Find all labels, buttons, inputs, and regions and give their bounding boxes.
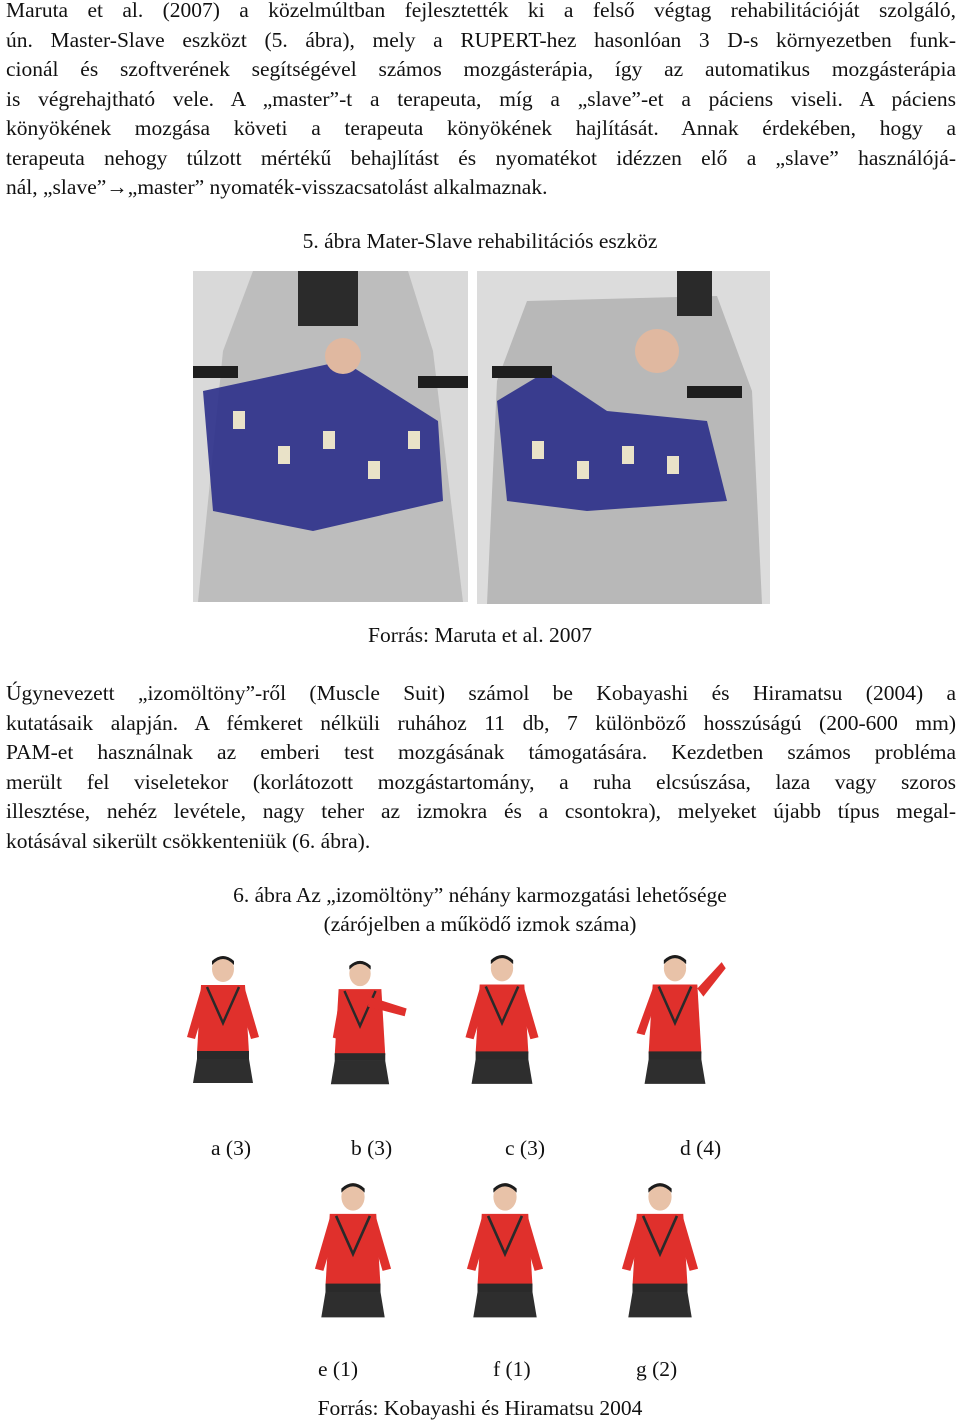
figure5-photo-slave [477,271,770,604]
text-line: kutatásaik alapján. A fémkeret nélküli ruhához 11 db, 7 különböző hosszúságú (200-600 mm) [6,710,956,735]
muscle-suit-figure [293,1180,413,1328]
figure6-label-e: e (1) [318,1357,358,1381]
figure6-label-b: b (3) [351,1136,393,1160]
figure6-photo-d [580,952,770,1094]
muscle-suit-figure [585,1180,735,1328]
muscle-suit-figure [447,952,557,1094]
figure5-caption: 5. ábra Mater-Slave rehabilitációs eszköz [302,229,658,253]
figure5-photo-master [193,271,468,602]
paragraph-muscle-suit [6,679,956,856]
muscle-suit-figure [173,952,273,1094]
figure6-label-d: d (4) [680,1136,722,1160]
text-line: nál, „slave”→„master” nyomaték-visszacsatolást alkalmaznak. [6,175,548,199]
figure6-caption-line1: 6. ábra Az „izomöltöny” néhány karmozgatási lehetősége [233,883,727,907]
text-line: PAM-et használnak az emberi test mozgásának támogatására. Kezdetben számos probléma [6,740,956,764]
text-line: kotásával sikerült csökkenteniük (6. ábra). [6,828,371,853]
figure6-photo-e [293,1180,413,1328]
text-line: Úgynevezett „izomöltöny”-ről (Muscle Suit) számol be Kobayashi és Hiramatsu (2004) a [6,681,956,705]
muscle-suit-figure [440,1180,570,1328]
text-line: könyökének mozgása követi a terapeuta könyökének hajlítását. Annak érdekében, hogy a [6,116,956,140]
text-line: terapeuta nehogy túlzott mértékű behajlítást és nyomatékot idézzen elő a „slave” használójá- [6,145,956,170]
figure5-source: Forrás: Maruta et al. 2007 [368,623,592,647]
figure6-photo-c [447,952,557,1094]
muscle-suit-figure [580,952,770,1094]
figure6-source: Forrás: Kobayashi és Hiramatsu 2004 [317,1396,643,1420]
paragraph-master-slave [6,0,956,203]
figure6-label-a: a (3) [211,1136,251,1160]
muscle-suit-figure [285,958,435,1094]
figure6-photo-a [173,952,273,1094]
figure6-label-f: f (1) [493,1357,531,1381]
text-line: Maruta et al. (2007) a közelmúltban fejlesztették ki a felső végtag rehabilitációját szolgáló, [6,0,956,22]
figure6-label-c: c (3) [505,1136,545,1160]
figure6-label-g: g (2) [636,1357,678,1381]
figure6-photo-b [285,958,435,1094]
figure6-photo-f [440,1180,570,1328]
text-line: ún. Master-Slave eszközt (5. ábra), mely a RUPERT-hez hasonlóan 3 D-s környezetben funk- [6,27,956,52]
figure6-photo-g [585,1180,735,1328]
text-line: merült fel viseletekor (korlátozott mozgástartomány, a ruha elcsúszása, laza vagy szoros [6,769,956,794]
text-line: illesztése, nehéz levétele, nagy teher az izmokra és a csontokra), melyeket újabb típus megal- [6,799,956,823]
text-line: is végrehajtható vele. A „master”-t a terapeuta, míg a „slave”-et a páciens viseli. A páciens [6,86,956,111]
text-line: cionál és szoftverének segítségével számos mozgásterápia, így az automatikus mozgásterápia [6,57,956,81]
figure6-caption-line2: (zárójelben a működő izmok száma) [323,912,637,936]
